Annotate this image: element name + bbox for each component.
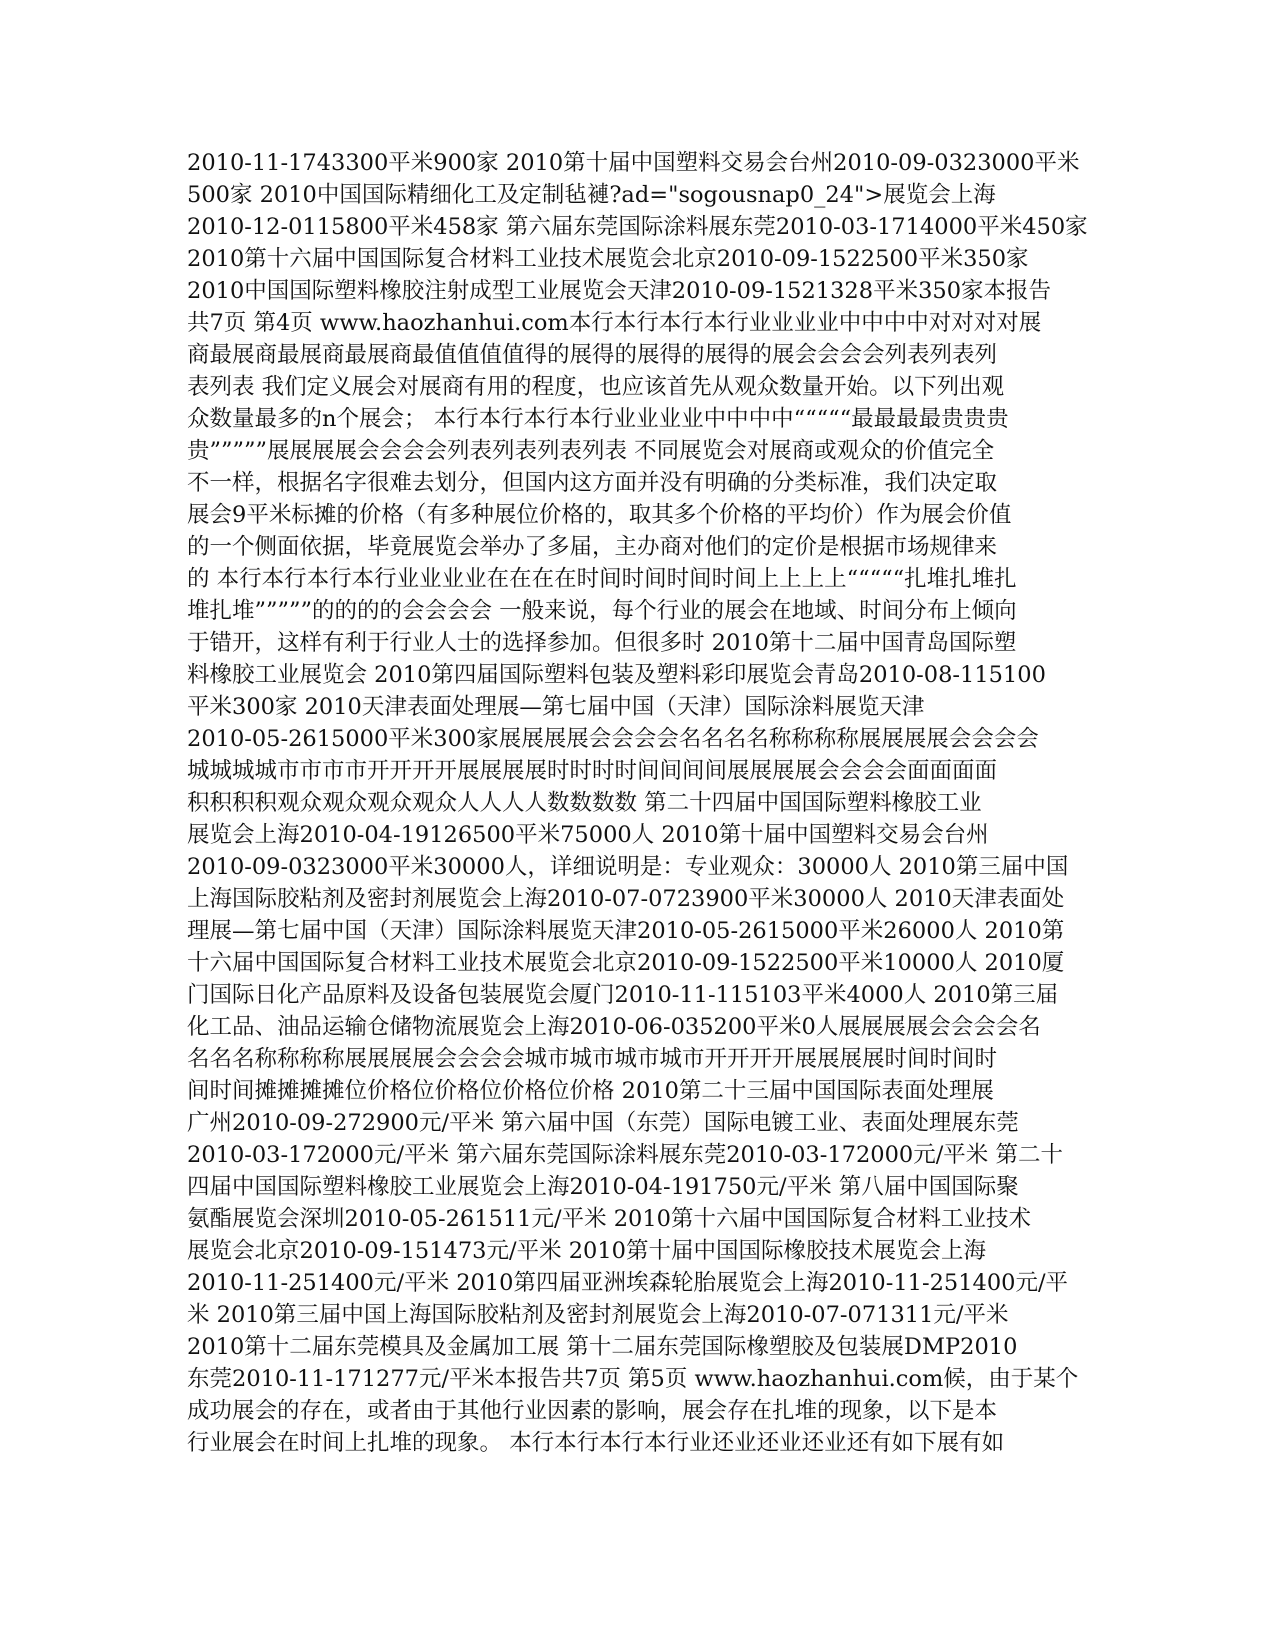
text-line: 商最展商最展商最展商最值值值值得的展得的展得的展得的展会会会会列表列表列 [187,342,998,368]
body-text [187,147,1092,1459]
text-line: 成功展会的存在，或者由于其他行业因素的影响，展会存在扎堆的现象，以下是本 [187,1398,998,1424]
text-line: 贵”””””展展展展会会会会列表列表列表列表 不同展览会对展商或观众的价值完全 [187,438,995,464]
text-line: 2010-11-251400元/平米 2010第四届亚洲埃森轮胎展览会上海2010-11-251400元/平 [187,1270,1069,1296]
text-line: 化工品、油品运输仓储物流展览会上海2010-06-035200平米0人展展展展会会会会名 [187,1014,1041,1040]
text-line: 500家 2010中国国际精细化工及定制毡褳?ad="sogousnap0_24">展览会上海 [187,182,996,208]
text-line: 2010-09-0323000平米30000人，详细说明是：专业观众：30000人 2010第三届中国 [187,854,1069,880]
text-line: 2010-03-172000元/平米 第六届东莞国际涂料展东莞2010-03-172000元/平米 第二十 [187,1142,1063,1168]
text-line: 积积积积观众观众观众观众人人人人数数数数 第二十四届中国国际塑料橡胶工业 [187,790,982,816]
text-line: 四届中国国际塑料橡胶工业展览会上海2010-04-191750元/平米 第八届中国国际聚 [187,1174,1019,1200]
text-line: 表列表 我们定义展会对展商有用的程度，也应该首先从观众数量开始。以下列出观 [187,374,1005,400]
text-line: 2010-05-2615000平米300家展展展展会会会会名名名名称称称称展展展展会会会会 [187,726,1039,752]
text-line: 2010-12-0115800平米458家 第六届东莞国际涂料展东莞2010-03-1714000平米450家 [187,214,1088,240]
text-line: 行业展会在时间上扎堆的现象。 本行本行本行本行业还业还业还业还有如下展有如 [187,1430,1005,1456]
text-line: 广州2010-09-272900元/平米 第六届中国（东莞）国际电镀工业、表面处理展东莞 [187,1110,1019,1136]
text-line: 上海国际胶粘剂及密封剂展览会上海2010-07-0723900平米30000人 2010天津表面处 [187,886,1065,912]
text-line: 不一样，根据名字很难去划分，但国内这方面并没有明确的分类标准，我们决定取 [187,470,998,496]
text-line: 米 2010第三届中国上海国际胶粘剂及密封剂展览会上海2010-07-071311元/平米 [187,1302,1009,1328]
text-line: 东莞2010-11-171277元/平米本报告共7页 第5页 www.haozhanhui.com候，由于某个 [187,1366,1079,1392]
text-line: 的一个侧面依据，毕竟展览会举办了多届，主办商对他们的定价是根据市场规律来 [187,534,998,560]
text-line: 门国际日化产品原料及设备包装展览会厦门2010-11-115103平米4000人 2010第三届 [187,982,1059,1008]
text-line: 2010-11-1743300平米900家 2010第十届中国塑料交易会台州2010-09-0323000平米 [187,150,1080,176]
text-line: 展览会上海2010-04-19126500平米75000人 2010第十届中国塑料交易会台州 [187,822,989,848]
text-line: 共7页 第4页 www.haozhanhui.com本行本行本行本行业业业业中中中中对对对对展 [187,310,1042,336]
text-line: 理展—第七届中国（天津）国际涂料展览天津2010-05-2615000平米26000人 2010第 [187,918,1065,944]
text-line: 众数量最多的n个展会； 本行本行本行本行业业业业中中中中“““““最最最最贵贵贵 [187,406,1009,432]
text-line: 2010第十二届东莞模具及金属加工展 第十二届东莞国际橡塑胶及包装展DMP2010 [187,1334,1018,1360]
text-line: 料橡胶工业展览会 2010第四届国际塑料包装及塑料彩印展览会青岛2010-08-115100 [187,662,1046,688]
text-line: 展会9平米标摊的价格（有多种展位价格的，取其多个价格的平均价）作为展会价值 [187,502,1012,528]
text-line: 平米300家 2010天津表面处理展—第七届中国（天津）国际涂料展览天津 [187,694,925,720]
text-line: 于错开，这样有利于行业人士的选择参加。但很多时 2010第十二届中国青岛国际塑 [187,630,1017,656]
text-line: 城城城城市市市市开开开开展展展展时时时时间间间间展展展展会会会会面面面面 [187,758,998,784]
text-line: 间时间摊摊摊摊位价格位价格位价格位价格 2010第二十三届中国国际表面处理展 [187,1078,994,1104]
text-line: 堆扎堆”””””的的的的会会会会 一般来说，每个行业的展会在地域、时间分布上倾向 [187,598,1017,624]
text-line: 2010第十六届中国国际复合材料工业技术展览会北京2010-09-1522500平米350家 [187,246,1029,272]
text-line: 展览会北京2010-09-151473元/平米 2010第十届中国国际橡胶技术展览会上海 [187,1238,986,1264]
text-line: 名名名称称称称展展展展会会会会城市城市城市城市开开开开展展展展时间时间时 [187,1046,998,1072]
text-line: 氨酯展览会深圳2010-05-261511元/平米 2010第十六届中国国际复合材料工业技术 [187,1206,1031,1232]
text-line: 的 本行本行本行本行业业业业在在在在时间时间时间时间上上上上“““““扎堆扎堆扎 [187,566,1017,592]
text-line: 2010中国国际塑料橡胶注射成型工业展览会天津2010-09-1521328平米350家本报告 [187,278,1052,304]
text-line: 十六届中国国际复合材料工业技术展览会北京2010-09-1522500平米10000人 2010厦 [187,950,1065,976]
